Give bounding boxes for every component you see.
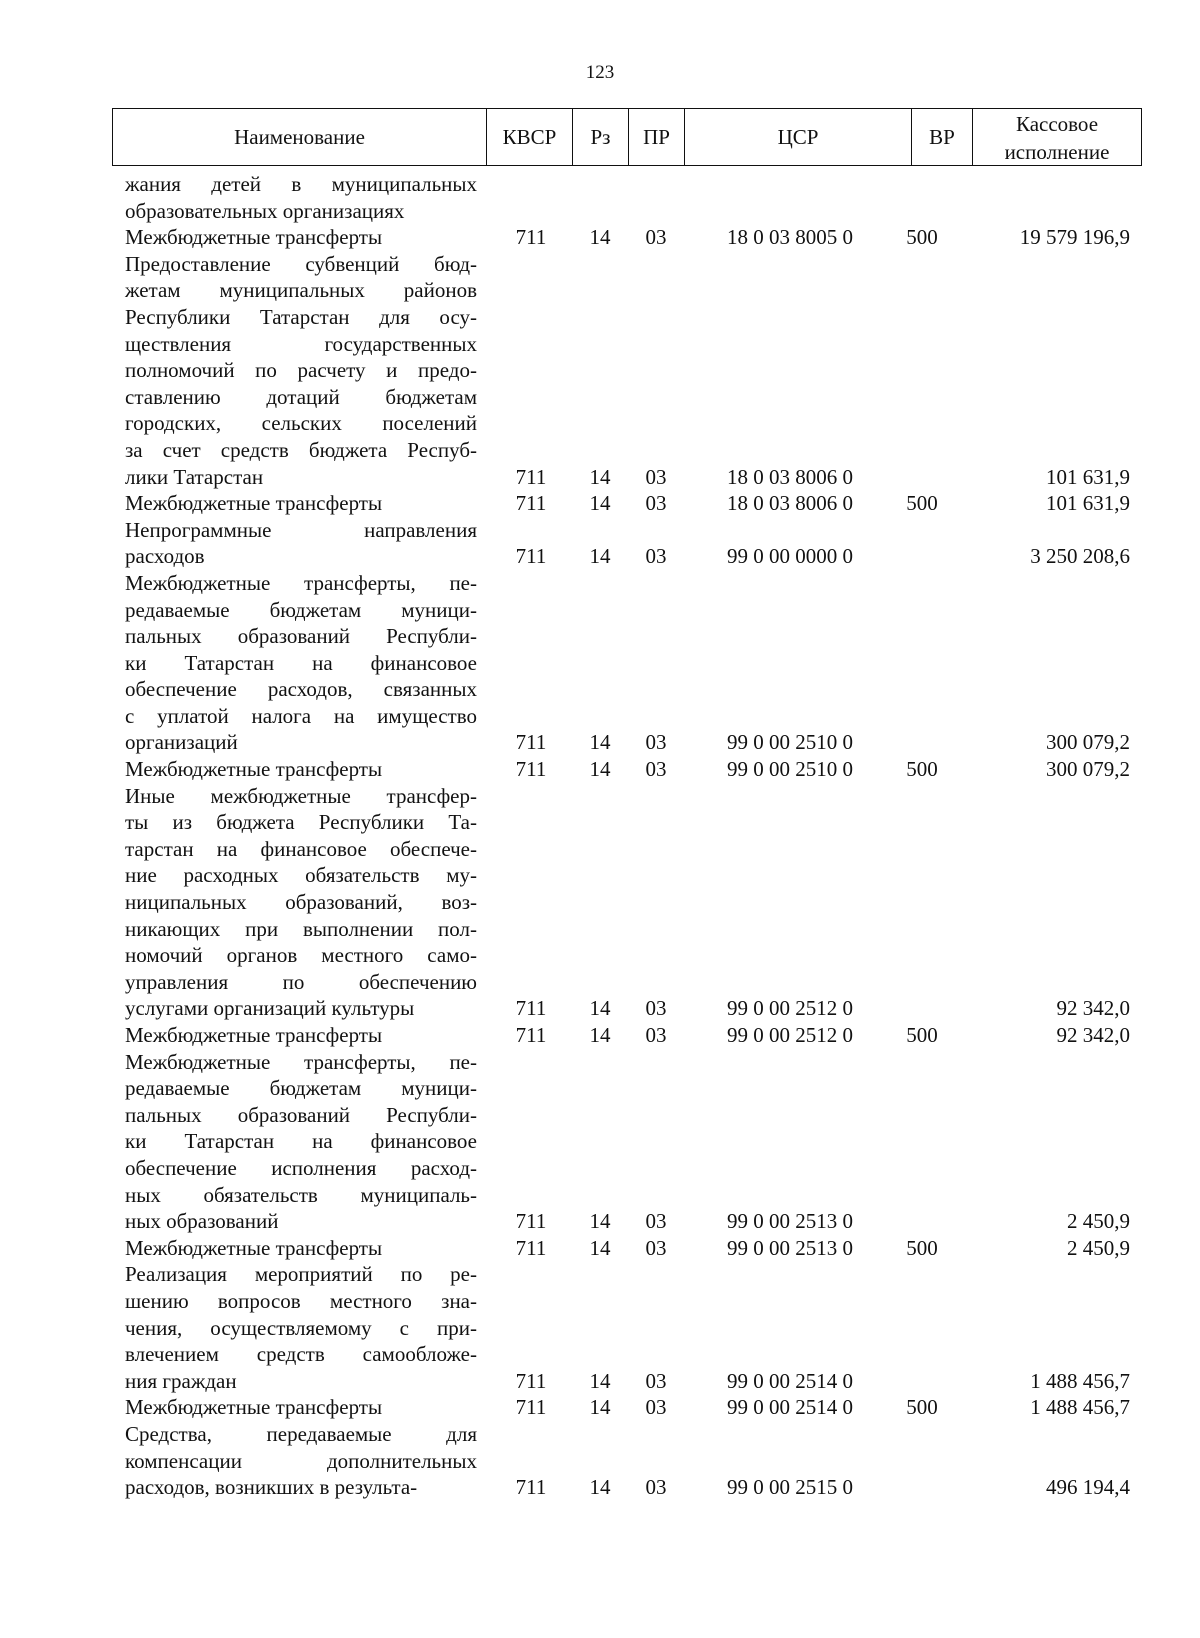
- row-name-line: шению вопросов местного зна-: [125, 1288, 477, 1313]
- kvsr-cell: 711: [515, 1209, 547, 1234]
- row-name-line: городских, сельских поселений: [125, 411, 477, 436]
- table-row: [0, 1235, 1200, 1262]
- row-name-line: Межбюджетные трансферты: [125, 757, 383, 782]
- row-name-line: ных образований: [125, 1209, 279, 1234]
- row-name-line: редаваемые бюджетам муници-: [125, 597, 477, 622]
- row-name-line: управления по обеспечению: [125, 969, 477, 994]
- csr-cell: 99 0 00 2513 0: [727, 1209, 853, 1234]
- row-values: [0, 543, 1200, 570]
- table-row: [0, 570, 1200, 756]
- rz-cell: 14: [589, 464, 611, 489]
- pr-cell: 03: [645, 464, 667, 489]
- row-name-line: Средства, передаваемые для: [125, 1421, 477, 1446]
- pr-cell: 03: [645, 1368, 667, 1393]
- cash-execution-cell: 300 079,2: [1046, 757, 1130, 782]
- kvsr-cell: 711: [515, 1395, 547, 1420]
- row-values: [0, 995, 1200, 1022]
- cash-execution-cell: 1 488 456,7: [1030, 1395, 1130, 1420]
- kvsr-cell: 711: [515, 491, 547, 516]
- csr-cell: 99 0 00 2513 0: [727, 1235, 853, 1260]
- table-row: [0, 1049, 1200, 1235]
- row-values: [0, 490, 1200, 517]
- csr-cell: 99 0 00 2510 0: [727, 730, 853, 755]
- cash-execution-cell: 300 079,2: [1046, 730, 1130, 755]
- cash-execution-cell: 19 579 196,9: [1019, 225, 1130, 250]
- kvsr-cell: 711: [515, 730, 547, 755]
- rz-cell: 14: [589, 225, 611, 250]
- row-name-line: Непрограммные направления: [125, 517, 477, 542]
- header-csr: ЦСР: [685, 109, 912, 165]
- row-name-line: организаций: [125, 730, 238, 755]
- pr-cell: 03: [645, 491, 667, 516]
- row-name-line: Межбюджетные трансферты, пе-: [125, 1049, 477, 1074]
- kvsr-cell: 711: [515, 225, 547, 250]
- vr-cell: 500: [906, 491, 938, 516]
- row-name-line: тарстан на финансовое обеспече-: [125, 836, 477, 861]
- row-name-line: ки Татарстан на финансовое: [125, 1129, 477, 1154]
- row-name-line: образовательных организациях: [125, 198, 405, 223]
- row-name: [125, 570, 477, 756]
- vr-cell: 500: [906, 757, 938, 782]
- row-name-line: обеспечение исполнения расход-: [125, 1155, 477, 1180]
- row-name-line: ки Татарстан на финансовое: [125, 650, 477, 675]
- row-name-line: компенсации дополнительных: [125, 1448, 477, 1473]
- rz-cell: 14: [589, 757, 611, 782]
- rz-cell: 14: [589, 1209, 611, 1234]
- rz-cell: 14: [589, 1395, 611, 1420]
- kvsr-cell: 711: [515, 544, 547, 569]
- row-name-line: Межбюджетные трансферты: [125, 1023, 383, 1047]
- cash-execution-cell: 101 631,9: [1046, 464, 1130, 489]
- kvsr-cell: 711: [515, 464, 547, 489]
- row-name-line: никающих при выполнении пол-: [125, 916, 477, 941]
- table-header: [112, 108, 1142, 166]
- row-name-line: влечением средств самообложе-: [125, 1342, 477, 1367]
- pr-cell: 03: [645, 225, 667, 250]
- table-row: [0, 490, 1200, 517]
- row-values: [0, 1474, 1200, 1501]
- table-row: [0, 1261, 1200, 1394]
- rz-cell: 14: [589, 1368, 611, 1393]
- row-name-line: пальных образований Республи-: [125, 624, 477, 649]
- row-name-line: жания детей в муниципальных: [125, 172, 477, 196]
- row-name-line: Реализация мероприятий по ре-: [125, 1262, 477, 1287]
- pr-cell: 03: [645, 996, 667, 1021]
- header-cash-execution: [973, 109, 1141, 165]
- row-name-line: Межбюджетные трансферты: [125, 491, 383, 516]
- row-name-line: ниципальных образований, воз-: [125, 890, 477, 915]
- header-cash-execution-line-2: исполнение: [1004, 140, 1110, 164]
- row-name: [125, 783, 477, 1022]
- csr-cell: 18 0 03 8006 0: [727, 491, 853, 516]
- row-values: [0, 224, 1200, 251]
- table-row: [0, 1421, 1200, 1501]
- row-name-line: с уплатой налога на имущество: [125, 703, 477, 728]
- row-name-line: лики Татарстан: [125, 464, 264, 489]
- row-name-line: чения, осуществляемому с при-: [125, 1315, 477, 1340]
- row-values: [0, 756, 1200, 783]
- row-values: [0, 1022, 1200, 1049]
- row-name: [125, 251, 477, 490]
- csr-cell: 99 0 00 2510 0: [727, 757, 853, 782]
- csr-cell: 99 0 00 2514 0: [727, 1368, 853, 1393]
- row-name-line: номочий органов местного само-: [125, 943, 477, 968]
- row-name-line: расходов: [125, 544, 205, 569]
- pr-cell: 03: [645, 1475, 667, 1500]
- cash-execution-cell: 92 342,0: [1056, 996, 1130, 1021]
- vr-cell: 500: [906, 225, 938, 250]
- row-name: [125, 1049, 477, 1235]
- kvsr-cell: 711: [515, 757, 547, 782]
- csr-cell: 18 0 03 8006 0: [727, 464, 853, 489]
- header-kvsr: КВСР: [487, 109, 573, 165]
- table-row: [0, 1022, 1200, 1049]
- vr-cell: 500: [906, 1395, 938, 1420]
- row-name-line: жетам муниципальных районов: [125, 278, 477, 303]
- table-row: [0, 224, 1200, 251]
- row-values: [0, 1208, 1200, 1235]
- table-row: [0, 251, 1200, 490]
- row-values: [0, 1394, 1200, 1421]
- vr-cell: 500: [906, 1023, 938, 1047]
- cash-execution-cell: 2 450,9: [1067, 1209, 1130, 1234]
- row-name-line: пальных образований Республи-: [125, 1102, 477, 1127]
- header-cash-execution-line-1: Кассовое: [1015, 112, 1099, 136]
- row-values: [0, 729, 1200, 756]
- kvsr-cell: 711: [515, 996, 547, 1021]
- csr-cell: 99 0 00 2514 0: [727, 1395, 853, 1420]
- csr-cell: 99 0 00 2515 0: [727, 1475, 853, 1500]
- row-name-line: Республики Татарстан для осу-: [125, 304, 477, 329]
- header-pr: ПР: [629, 109, 685, 165]
- row-name-line: за счет средств бюджета Респуб-: [125, 437, 477, 462]
- row-values: [0, 198, 1200, 225]
- row-name-line: Межбюджетные трансферты: [125, 225, 383, 250]
- cash-execution-cell: 496 194,4: [1046, 1475, 1130, 1500]
- csr-cell: 99 0 00 2512 0: [727, 1023, 853, 1047]
- table-row: [0, 171, 1200, 224]
- cash-execution-cell: 101 631,9: [1046, 491, 1130, 516]
- row-name-line: полномочий по расчету и предо-: [125, 358, 477, 383]
- row-name-line: Предоставление субвенций бюд-: [125, 251, 477, 276]
- table-row: [0, 756, 1200, 783]
- row-name-line: ных обязательств муниципаль-: [125, 1182, 477, 1207]
- table-body: [0, 171, 1200, 1501]
- pr-cell: 03: [645, 544, 667, 569]
- rz-cell: 14: [589, 1023, 611, 1047]
- row-values: [0, 1368, 1200, 1395]
- header-vr: ВР: [912, 109, 973, 165]
- row-values: [0, 1235, 1200, 1262]
- cash-execution-cell: 92 342,0: [1056, 1023, 1130, 1047]
- pr-cell: 03: [645, 1023, 667, 1047]
- table-row: [0, 517, 1200, 570]
- pr-cell: 03: [645, 1235, 667, 1260]
- row-name-line: ние расходных обязательств му-: [125, 863, 477, 888]
- rz-cell: 14: [589, 730, 611, 755]
- row-name-line: ставлению дотаций бюджетам: [125, 384, 477, 409]
- csr-cell: 99 0 00 0000 0: [727, 544, 853, 569]
- vr-cell: 500: [906, 1235, 938, 1260]
- cash-execution-cell: 1 488 456,7: [1030, 1368, 1130, 1393]
- rz-cell: 14: [589, 1475, 611, 1500]
- page-number: 123: [585, 62, 615, 83]
- rz-cell: 14: [589, 491, 611, 516]
- table-row: [0, 783, 1200, 1022]
- row-name-line: обеспечение расходов, связанных: [125, 677, 477, 702]
- row-name-line: Межбюджетные трансферты: [125, 1395, 383, 1420]
- header-name: Наименование: [113, 109, 487, 165]
- row-name-line: Межбюджетные трансферты: [125, 1235, 383, 1260]
- rz-cell: 14: [589, 544, 611, 569]
- table-row: [0, 1394, 1200, 1421]
- rz-cell: 14: [589, 996, 611, 1021]
- row-name-line: Межбюджетные трансферты, пе-: [125, 570, 477, 595]
- kvsr-cell: 711: [515, 1368, 547, 1393]
- row-name-line: ществления государственных: [125, 331, 477, 356]
- row-name-line: расходов, возникших в результа-: [125, 1475, 418, 1500]
- csr-cell: 18 0 03 8005 0: [727, 225, 853, 250]
- cash-execution-cell: 3 250 208,6: [1030, 544, 1130, 569]
- cash-execution-cell: 2 450,9: [1067, 1235, 1130, 1260]
- kvsr-cell: 711: [515, 1235, 547, 1260]
- row-name-line: ты из бюджета Республики Та-: [125, 810, 477, 835]
- row-name-line: услугами организаций культуры: [125, 996, 415, 1021]
- csr-cell: 99 0 00 2512 0: [727, 996, 853, 1021]
- pr-cell: 03: [645, 757, 667, 782]
- kvsr-cell: 711: [515, 1023, 547, 1047]
- row-values: [0, 464, 1200, 491]
- row-name-line: редаваемые бюджетам муници-: [125, 1076, 477, 1101]
- pr-cell: 03: [645, 730, 667, 755]
- rz-cell: 14: [589, 1235, 611, 1260]
- kvsr-cell: 711: [515, 1475, 547, 1500]
- header-rz: Рз: [573, 109, 629, 165]
- row-name-line: Иные межбюджетные трансфер-: [125, 783, 477, 808]
- pr-cell: 03: [645, 1209, 667, 1234]
- pr-cell: 03: [645, 1395, 667, 1420]
- row-name-line: ния граждан: [125, 1368, 237, 1393]
